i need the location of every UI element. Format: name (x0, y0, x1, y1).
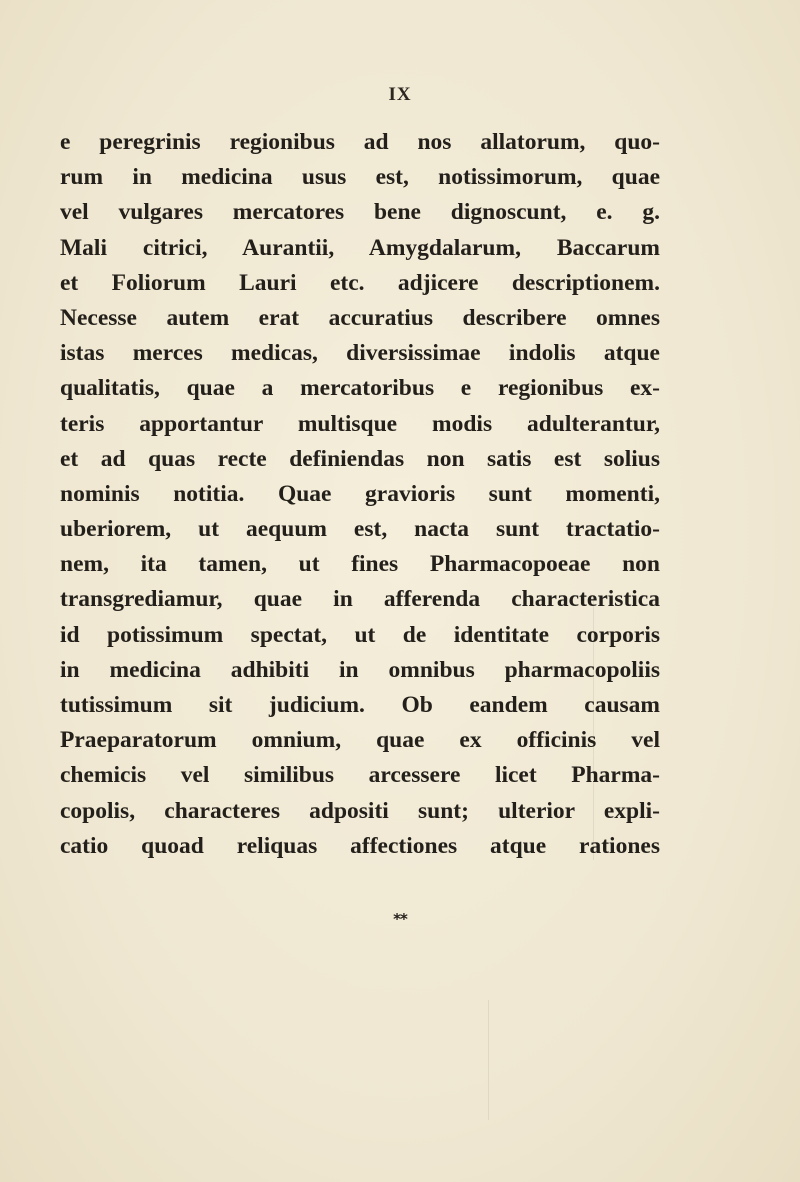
text-line: chemicis vel similibus arcessere licet Pharma- (60, 762, 660, 789)
text-line: teris apportantur multisque modis adulterantur, (60, 410, 660, 437)
text-line: rum in medicina usus est, notissimorum, quae (60, 164, 660, 191)
text-line: nem, ita tamen, ut fines Pharmacopoeae non (60, 551, 660, 578)
text-line: catio quoad reliquas affectiones atque rationes (60, 832, 660, 859)
text-line: in medicina adhibiti in omnibus pharmacopoliis (60, 656, 660, 683)
paper-crease (488, 1000, 489, 1120)
text-line: e peregrinis regionibus ad nos allatorum, quo- (60, 129, 660, 155)
text-line: tutissimum sit judicium. Ob eandem causam (60, 692, 660, 718)
body-text (60, 125, 660, 864)
text-line: uberiorem, ut aequum est, nacta sunt tractatio- (60, 516, 660, 543)
text-line: transgrediamur, quae in afferenda characteristica (60, 586, 660, 613)
page-number: IX (388, 84, 412, 105)
text-line: Praeparatorum omnium, quae ex officinis vel (60, 727, 660, 754)
text-line: id potissimum spectat, ut de identitate corporis (60, 621, 660, 648)
text-line: qualitatis, quae a mercatoribus e regionibus ex- (60, 375, 660, 402)
text-line: Mali citrici, Aurantii, Amygdalarum, Baccarum (60, 234, 660, 261)
text-line: istas merces medicas, diversissimae indolis atque (60, 340, 660, 367)
text-line: et ad quas recte definiendas non satis est solius (60, 445, 660, 472)
text-line: vel vulgares mercatores bene dignoscunt, e. g. (60, 199, 660, 226)
text-line: Necesse autem erat accuratius describere omnes (60, 304, 660, 331)
text-line: et Foliorum Lauri etc. adjicere descriptionem. (60, 269, 660, 296)
signature-mark: ** (393, 910, 407, 928)
text-line: copolis, characteres adpositi sunt; ulterior expli- (60, 797, 660, 824)
text-line: nominis notitia. Quae gravioris sunt momenti, (60, 480, 660, 507)
